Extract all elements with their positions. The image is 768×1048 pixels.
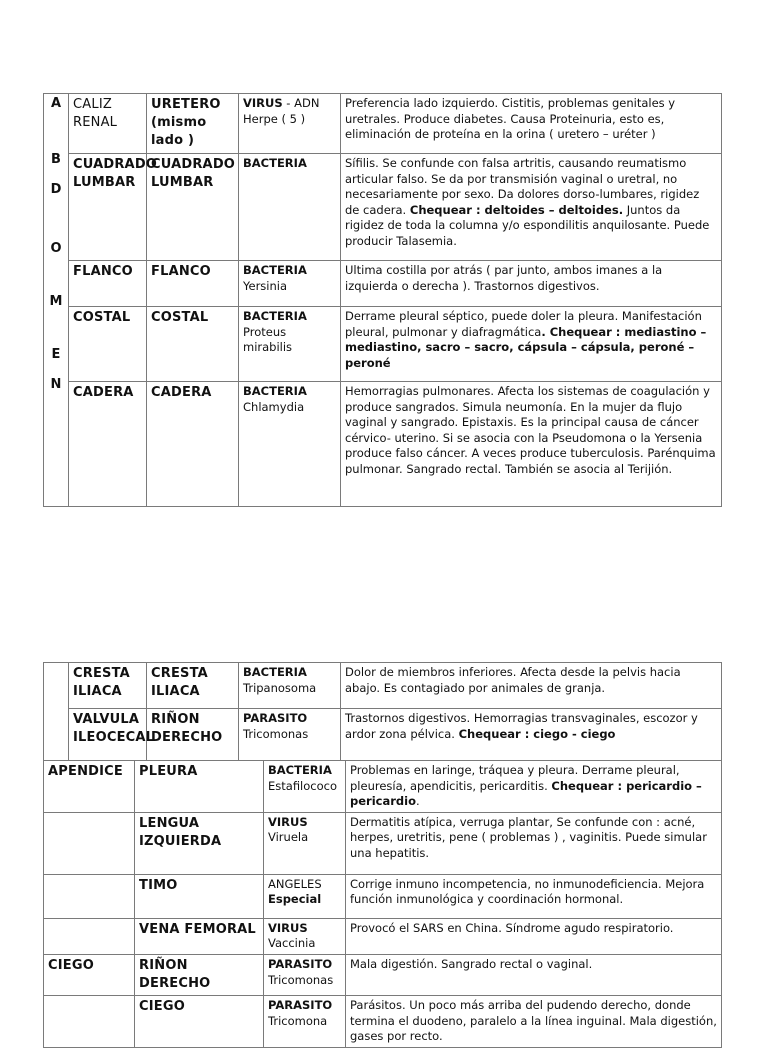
zone-cell: CIEGO: [44, 954, 135, 995]
description-text: Sífilis. Se confunde con falsa artritis, causando reumatismo articular falso. Se da por transmisión vaginal o uretral, no necesariamente por sexo. Da dolores dorso-lumbares, rigidez de cadera.: [345, 156, 700, 217]
organism-cell: [239, 709, 341, 761]
table-row: [44, 307, 722, 382]
description-cell: [341, 307, 722, 382]
table-row: [44, 954, 722, 995]
organism-name: Tricomonas: [243, 726, 309, 741]
zone-cell: [44, 995, 135, 1047]
description-text: Juntos da rigidez de toda la columna y/o espondilitis anquilosante. Puede producir Talasemia.: [345, 202, 710, 248]
table-row: [44, 709, 722, 761]
vertical-letter: N: [50, 377, 62, 392]
organism-cell: [239, 261, 341, 307]
organism-name: - ADN Herpe ( 5 ): [243, 96, 320, 126]
organism-name: Tripanosoma: [243, 680, 317, 695]
table-row: [44, 154, 722, 261]
zone-cell: CALIZ RENAL: [69, 94, 147, 154]
table-row: [44, 382, 722, 507]
zone-cell: CRESTA ILIACA: [69, 663, 147, 709]
description-cell: [341, 709, 722, 761]
organism-name: Estafilococo: [268, 778, 338, 793]
description-text: Dermatitis atípica, verruga plantar, Se confunde con : acné, herpes, uretritis, pene ( problemas ) , vaginitis. Puede simular una hepatitis.: [350, 814, 707, 860]
organism-type: VIRUS: [268, 920, 308, 935]
organism-name: Proteus mirabilis: [243, 324, 293, 355]
organism-type: PARASITO: [243, 711, 308, 725]
vertical-letter: A: [50, 96, 62, 111]
organism-type: VIRUS: [268, 814, 308, 829]
description-check: Chequear : ciego - ciego: [458, 726, 616, 741]
organism-type: BACTERIA: [243, 309, 307, 323]
zone-cell: CADERA: [69, 382, 147, 507]
pair-cell: RIÑON DERECHO: [147, 709, 239, 761]
organism-name: Chlamydia: [243, 399, 305, 414]
pair-cell: CUADRADO LUMBAR: [147, 154, 239, 261]
description-cell: [341, 261, 722, 307]
description-text: Ultima costilla por atrás ( par junto, ambos imanes a la izquierda o derecha ). Trastornos digestivos.: [345, 263, 663, 293]
table-row: [44, 874, 722, 918]
description-text: Mala digestión. Sangrado rectal o vaginal.: [350, 956, 593, 971]
description-cell: [341, 154, 722, 261]
pelvis-table: [43, 662, 722, 761]
description-check: Chequear : deltoides – deltoides.: [409, 202, 624, 217]
organism-type: BACTERIA: [243, 384, 307, 398]
description-text: Dolor de miembros inferiores. Afecta desde la pelvis hacia abajo. Es contagiado por animales de granja.: [345, 665, 681, 695]
table-row: [44, 761, 722, 813]
description-text: Hemorragias pulmonares. Afecta los sistemas de coagulación y produce sangrados. Simula neumonía. En la mujer da flujo vaginal y sangrado. Epistaxis. Es la principal causa de cáncer cérvico- uterino. Si se asocia con la Pseudomona o la Yersenia produce falso cáncer. A veces produce tuberculosis. Parénquima pulmonar. Sangrado rectal. También se asocia al Terijión.: [345, 384, 716, 476]
pair-cell: PLEURA: [135, 761, 264, 813]
table-row: [44, 812, 722, 874]
organism-type: PARASITO: [268, 997, 333, 1012]
organism-type: PARASITO: [268, 956, 333, 971]
zone-cell: VALVULA ILEOCECAL: [69, 709, 147, 761]
zone-cell: APENDICE: [44, 761, 135, 813]
vertical-letter: M: [49, 294, 63, 309]
pair-cell: TIMO: [135, 874, 264, 918]
organism-type: BACTERIA: [243, 263, 307, 277]
pair-cell: LENGUA IZQUIERDA: [135, 812, 264, 874]
description-text: Trastornos digestivos. Hemorragias transvaginales, escozor y ardor zona pélvica.: [345, 711, 698, 741]
vertical-letter: B: [51, 152, 61, 167]
description-cell: [346, 812, 722, 874]
pair-cell: CIEGO: [135, 995, 264, 1047]
organism-cell: [264, 918, 346, 954]
description-cell: [346, 995, 722, 1047]
table-row: [44, 995, 722, 1047]
organism-cell: [264, 812, 346, 874]
description-text: .: [415, 794, 420, 809]
abdomen-vertical-label: [44, 94, 69, 507]
description-text: Parásitos. Un poco más arriba del pudendo derecho, donde termina el duodeno, paralelo a la línea inguinal. Mala digestión, gases por recto.: [350, 997, 717, 1044]
organism-name: Viruela: [268, 830, 309, 845]
vertical-letter: D: [50, 182, 62, 197]
description-cell: [346, 874, 722, 918]
pair-cell: FLANCO: [147, 261, 239, 307]
description-cell: [346, 954, 722, 995]
description-text: Corrige inmuno incompetencia, no inmunodeficiencia. Mejora función inmunológica y coordinación hormonal.: [350, 876, 705, 907]
empty-side-cell: [44, 663, 69, 761]
description-cell: [341, 382, 722, 507]
description-check: . Chequear : mediastino – mediastino, sacro – sacro, cápsula – cápsula, peroné – peroné: [345, 324, 707, 370]
organism-type: BACTERIA: [243, 665, 307, 679]
table-row: [44, 663, 722, 709]
description-text: Derrame pleural séptico, puede doler la pleura. Manifestación pleural, pulmonar y diafragmática: [345, 309, 702, 339]
organism-type: VIRUS: [243, 96, 283, 110]
zone-cell: [44, 812, 135, 874]
description-text: Provocó el SARS en China. Síndrome agudo respiratorio.: [350, 920, 674, 935]
description-text: Problemas en laringe, tráquea y pleura. Derrame pleural, pleuresía, apendicitis, pericarditis.: [350, 763, 680, 793]
description-cell: [346, 761, 722, 813]
organism-cell: [264, 874, 346, 918]
pair-cell: CRESTA ILIACA: [147, 663, 239, 709]
organism-cell: [239, 94, 341, 154]
description-text: Preferencia lado izquierdo. Cistitis, problemas genitales y uretrales. Produce diabetes. Causa Proteinuria, esto es, eliminación de proteína en la orina ( uretero – uréter ): [345, 96, 676, 142]
appendix-table: [43, 760, 722, 1048]
organism-name: Vaccinia: [268, 936, 316, 951]
zone-cell: CUADRADO LUMBAR: [69, 154, 147, 261]
pair-cell: RIÑON DERECHO: [135, 954, 264, 995]
vertical-letter: O: [50, 241, 62, 256]
zone-cell: [44, 918, 135, 954]
zone-cell: COSTAL: [69, 307, 147, 382]
description-cell: [346, 918, 722, 954]
description-cell: [341, 94, 722, 154]
description-check: Chequear : pericardio – pericardio: [350, 778, 702, 809]
organism-name: Especial: [268, 892, 322, 907]
organism-type: BACTERIA: [268, 763, 332, 777]
organism-cell: [239, 663, 341, 709]
organism-cell: [264, 761, 346, 813]
organism-cell: [239, 307, 341, 382]
organism-cell: [239, 154, 341, 261]
zone-cell: FLANCO: [69, 261, 147, 307]
organism-cell: [239, 382, 341, 507]
table-row: [44, 918, 722, 954]
organism-cell: [264, 954, 346, 995]
abdomen-table: [43, 93, 722, 507]
organism-type: BACTERIA: [243, 156, 307, 170]
description-cell: [341, 663, 722, 709]
table-row: [44, 94, 722, 154]
organism-type: ANGELES: [268, 876, 322, 891]
pair-cell: VENA FEMORAL: [135, 918, 264, 954]
organism-name: Tricomona: [268, 1013, 328, 1028]
table-row: [44, 261, 722, 307]
zone-cell: [44, 874, 135, 918]
pair-cell: COSTAL: [147, 307, 239, 382]
organism-cell: [264, 995, 346, 1047]
pair-cell: URETERO (mismo lado ): [147, 94, 239, 154]
pair-cell: CADERA: [147, 382, 239, 507]
organism-name: Yersinia: [243, 278, 288, 293]
vertical-letter: E: [51, 347, 61, 362]
organism-name: Tricomonas: [268, 972, 334, 987]
